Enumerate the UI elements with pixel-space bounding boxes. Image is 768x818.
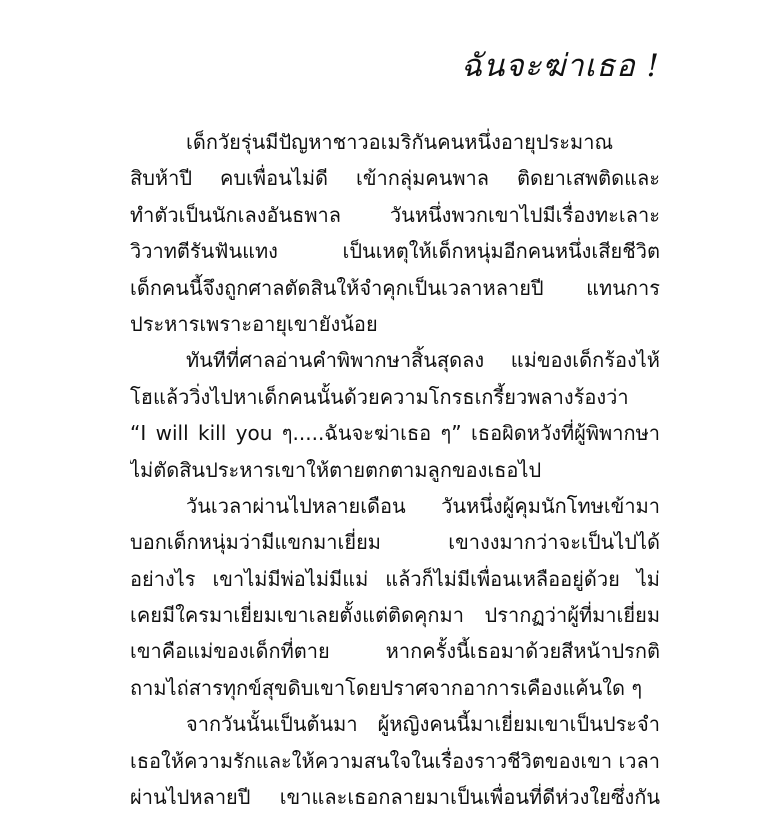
paragraph-3-line-2: บอกเด็กหนุ่มว่ามีแขกมาเยี่ยม เขางงมากว่าจะเป็นไปได้: [130, 530, 660, 555]
paragraph-3-line-1: วันเวลาผ่านไปหลายเดือน วันหนึ่งผู้คุมนักโทษเข้ามา: [186, 493, 660, 518]
paragraph-1-line-4: วิวาทตีรันฟันแทง เป็นเหตุให้เด็กหนุ่มอีกคนหนึ่งเสียชีวิต: [130, 239, 660, 264]
paragraph-3-line-3: อย่างไร เขาไม่มีพ่อไม่มีแม่ แล้วก็ไม่มีเพื่อนเหลืออยู่ด้วย ไม่: [130, 566, 660, 591]
paragraph-3-line-6: ถามไถ่สารทุกข์สุขดิบเขาโดยปราศจากอาการเคืองแค้นใด ๆ: [130, 675, 643, 700]
paragraph-1-line-2: สิบห้าปี คบเพื่อนไม่ดี เข้ากลุ่มคนพาล ติดยาเสพติดและ: [130, 166, 660, 191]
paragraph-3-line-5: เขาคือแม่ของเด็กที่ตาย หากครั้งนี้เธอมาด้วยสีหน้าปรกติ: [130, 639, 660, 664]
paragraph-4-line-2: เธอให้ความรักและให้ความสนใจในเรื่องราวชีวิตของเขา เวลา: [130, 748, 660, 773]
story-title: ฉันจะฆ่าเธอ !: [461, 48, 660, 84]
paragraph-4-line-1: จากวันนั้นเป็นต้นมา ผู้หญิงคนนี้มาเยี่ยมเขาเป็นประจำ: [186, 712, 660, 737]
paragraph-2-line-4: ไม่ตัดสินประหารเขาให้ตายตกตามลูกของเธอไป: [130, 457, 542, 482]
paragraph-2-line-2: โฮแล้ววิ่งไปหาเด็กคนนั้นด้วยความโกรธเกรี้ยวพลางร้องว่า: [130, 384, 629, 409]
paragraph-4-line-3: ผ่านไปหลายปี เขาและเธอกลายมาเป็นเพื่อนที่ดีห่วงใยซึ่งกัน: [130, 785, 660, 810]
story-body: [130, 124, 660, 815]
paragraph-1-line-5: เด็กคนนี้จึงถูกศาลตัดสินให้จำคุกเป็นเวลาหลายปี แทนการ: [130, 275, 660, 300]
paragraph-2-line-3: “I will kill you ๆ.....ฉันจะฆ่าเธอ ๆ” เธอผิดหวังที่ผู้พิพากษา: [130, 421, 660, 446]
paragraph-3-line-4: เคยมีใครมาเยี่ยมเขาเลยตั้งแต่ติดคุกมา ปรากฏว่าผู้ที่มาเยี่ยม: [130, 603, 660, 628]
paragraph-2-line-1: ทันทีที่ศาลอ่านคำพิพากษาสิ้นสุดลง แม่ของเด็กร้องไห้: [186, 348, 660, 373]
paragraph-1-line-6: ประหารเพราะอายุเขายังน้อย: [130, 311, 378, 336]
paragraph-1-line-3: ทำตัวเป็นนักเลงอันธพาล วันหนึ่งพวกเขาไปมีเรื่องทะเลาะ: [130, 202, 660, 227]
paragraph-1-line-1: เด็กวัยรุ่นมีปัญหาชาวอเมริกันคนหนึ่งอายุประมาณ: [186, 130, 614, 154]
